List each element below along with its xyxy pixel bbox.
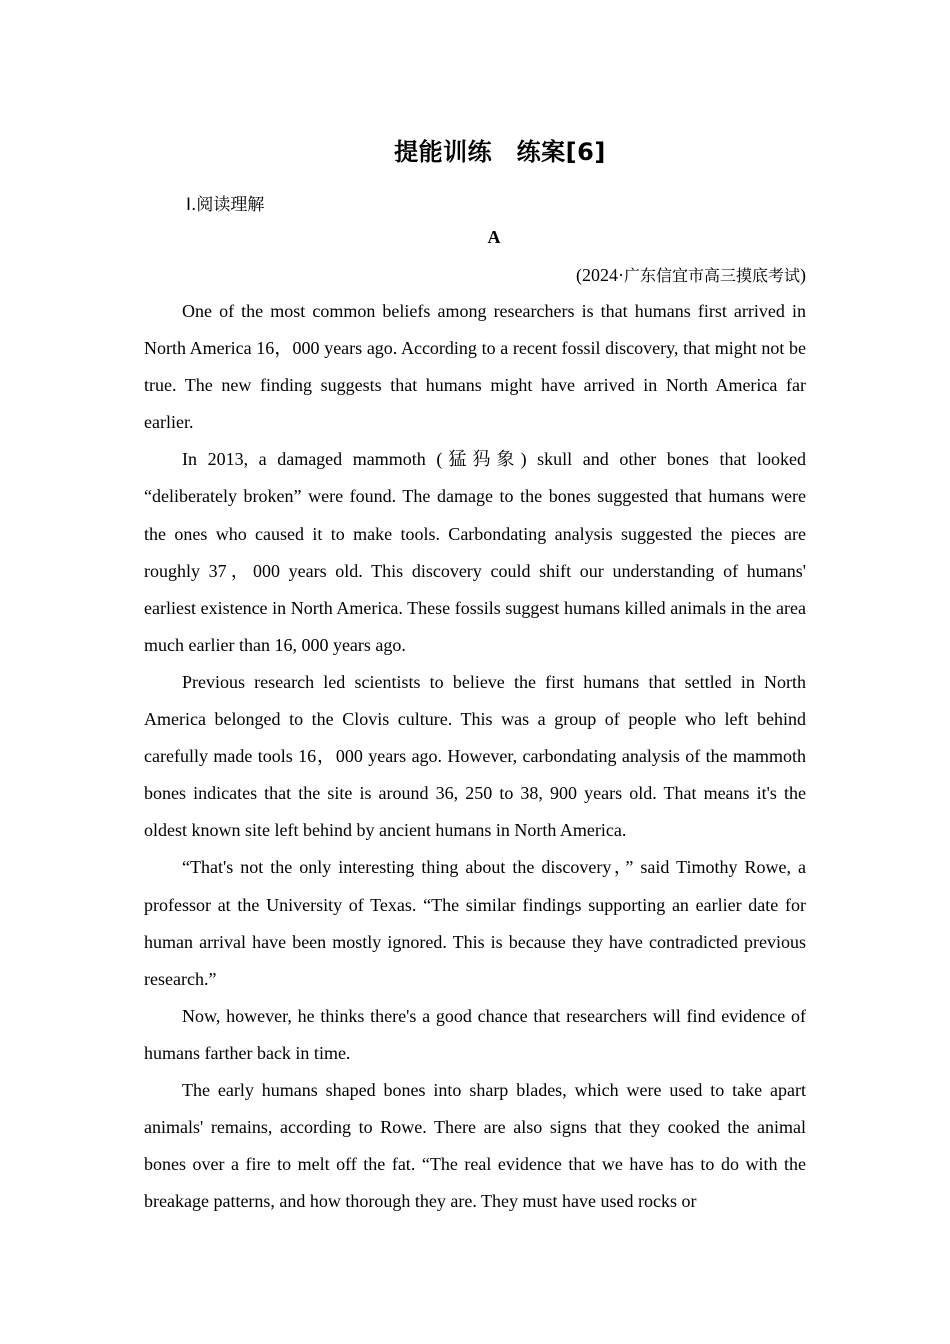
passage-label: A (487, 227, 501, 247)
source-close: ) (800, 265, 806, 285)
paragraph-3: Previous research led scientists to believe the first humans that settled in North America belonged to the Clovis culture. This was a group of people who left behind carefully made tools 16，000 years ago. However, carbondating analysis of the mammoth bones indicates that the site is around 36, 250 to 38, 900 years old. That means it's the oldest known site left behind by ancient humans in North America. (144, 671, 806, 841)
source-citation (576, 263, 806, 286)
section-heading: Ⅰ.阅读理解 (186, 195, 265, 215)
passage-body (144, 293, 806, 1220)
paragraph-1: One of the most common beliefs among researchers is that humans first arrived in North America 16，000 years ago. According to a recent fossil discovery, that might not be true. The new finding suggests that humans might have arrived in North America far earlier. (144, 301, 806, 433)
source-name: 广东信宜市高三摸底考试 (623, 266, 800, 285)
paragraph-6: The early humans shaped bones into sharp blades, which were used to take apart animals' remains, according to Rowe. There are also signs that they cooked the animal bones over a fire to melt off the fat. “The real evidence that we have has to do with the breakage patterns, and how thorough they are. They must have used rocks or (144, 1079, 806, 1212)
paragraph-5: Now, however, he thinks there's a good chance that researchers will find evidence of humans farther back in time. (144, 1005, 806, 1063)
page-title: 提能训练 练案[6] (394, 138, 606, 166)
paragraph-2: In 2013, a damaged mammoth (猛犸象) skull and other bones that looked “deliberately broken” were found. The damage to the bones suggested that humans were the ones who caused it to make tools. Carbondating analysis suggested the pieces are roughly 37，000 years old. This discovery could shift our understanding of humans' earliest existence in North America. These fossils suggest humans killed animals in the area much earlier than 16, 000 years ago. (144, 449, 806, 655)
source-open: (2024· (575, 265, 624, 285)
paragraph-4: “That's not the only interesting thing about the discovery，” said Timothy Rowe, a professor at the University of Texas. “The similar findings supporting an earlier date for human arrival have been mostly ignored. This is because they have contradicted previous research.” (144, 857, 806, 989)
